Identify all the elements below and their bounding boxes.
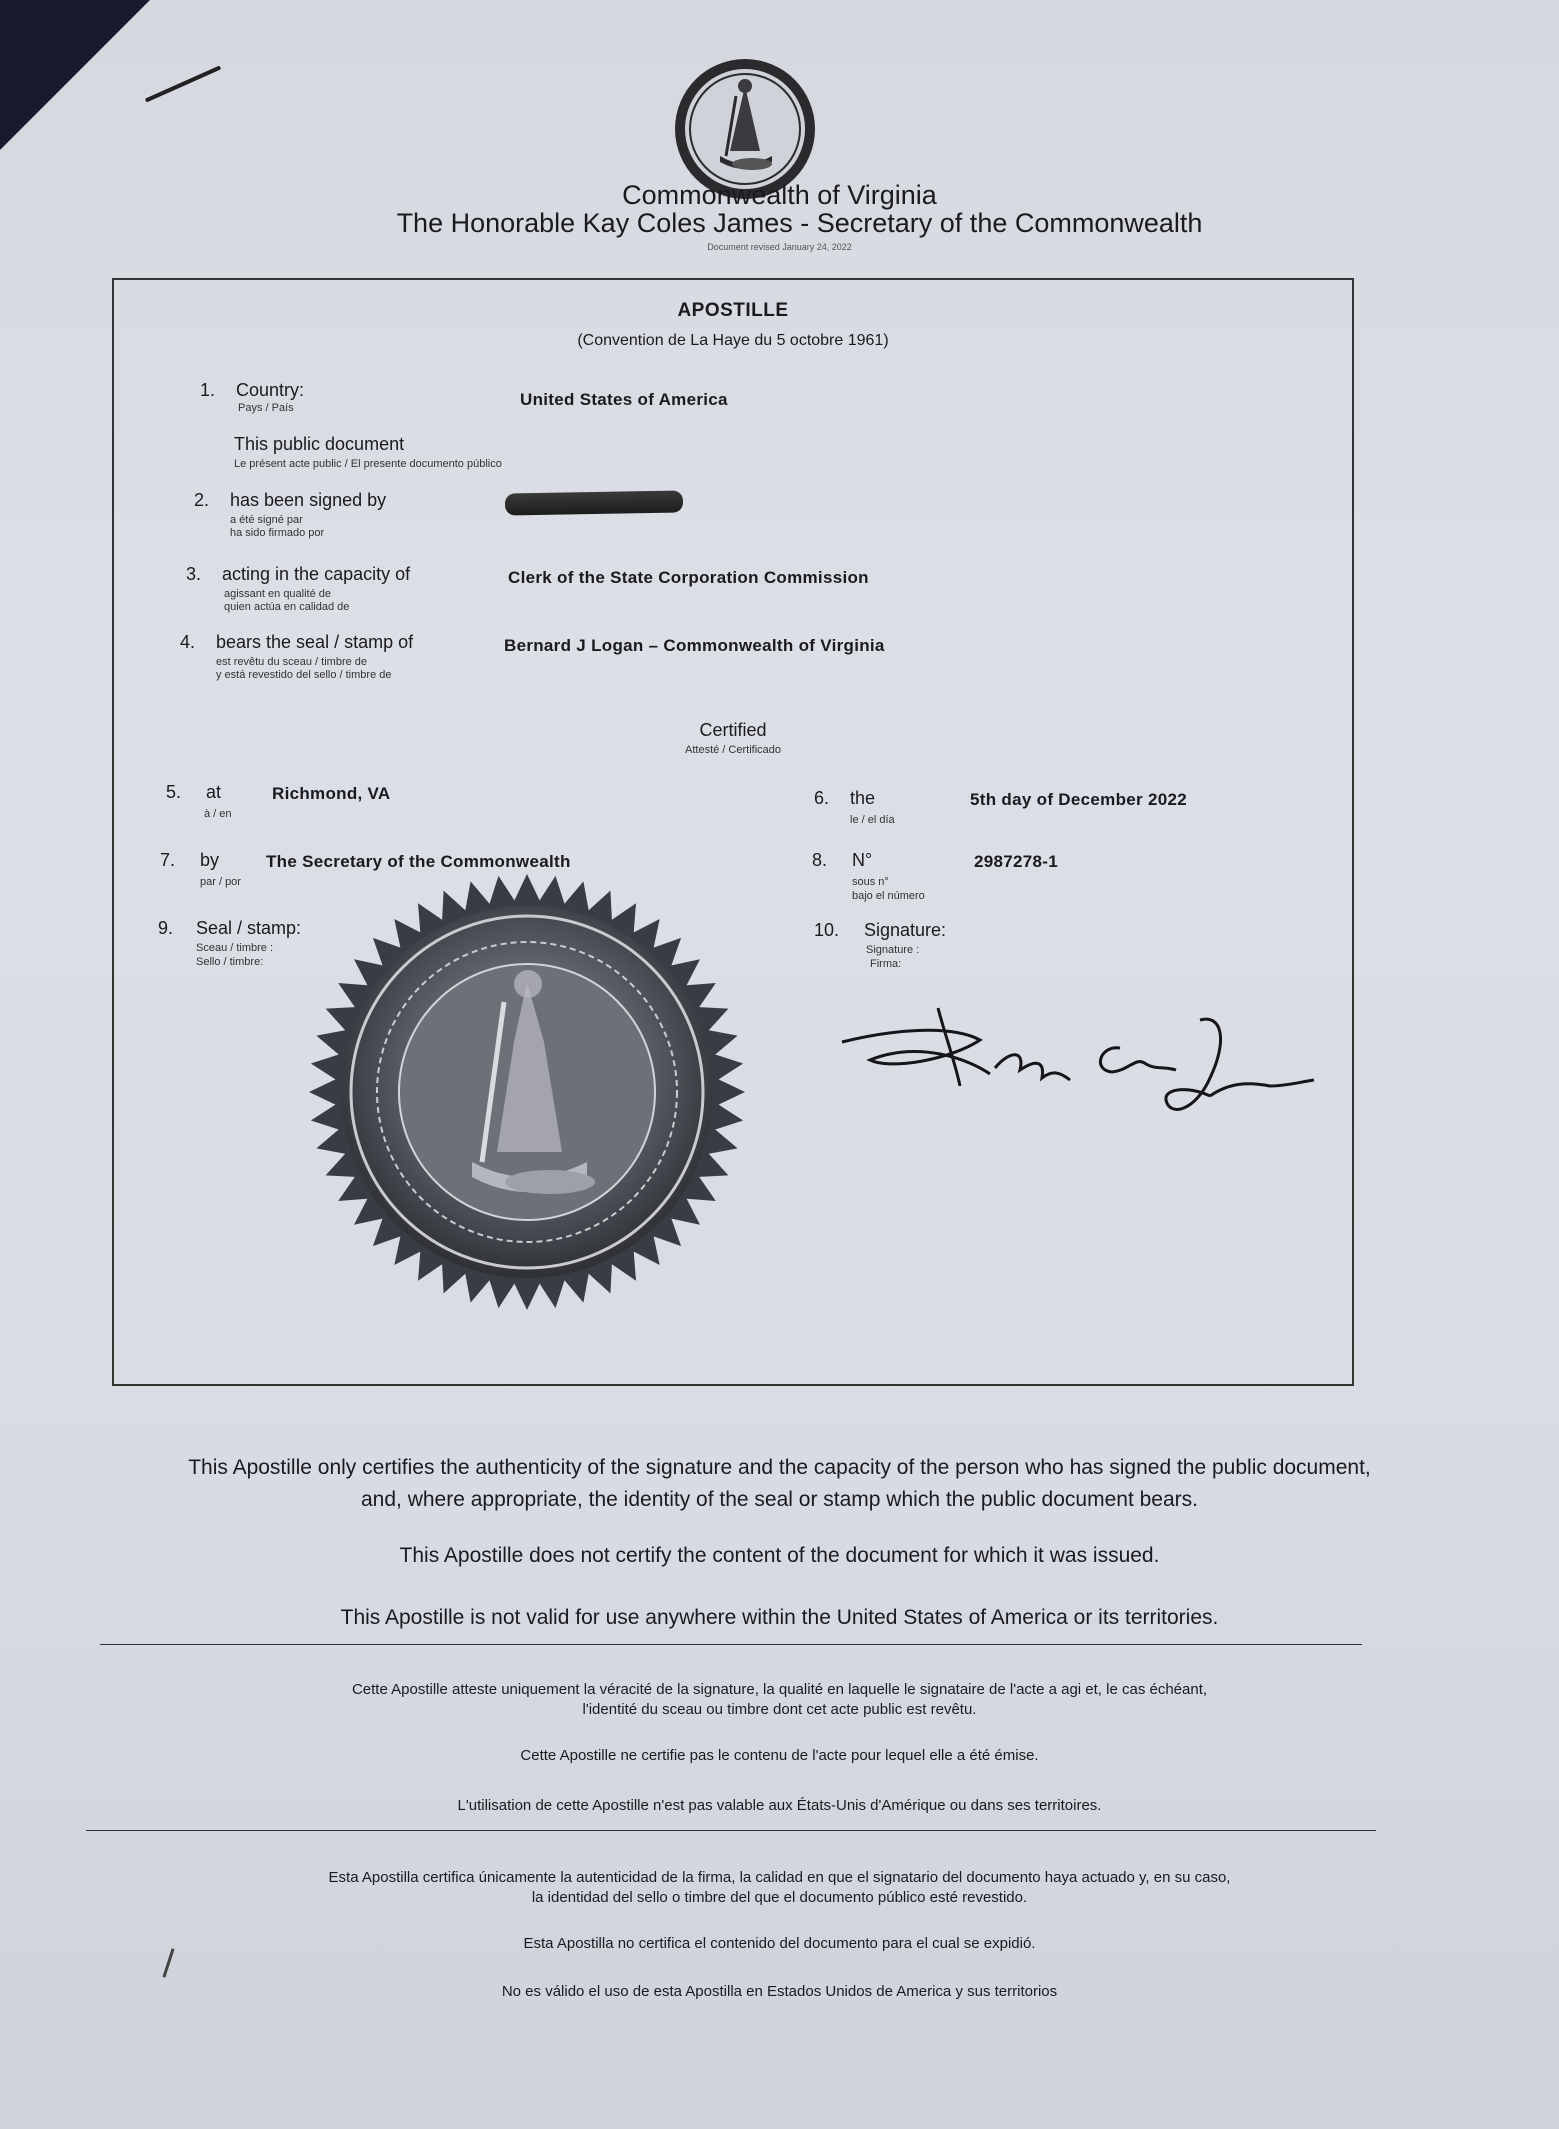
seal-stamp-trans-es: Sello / timbre:	[196, 956, 264, 968]
footer-fr-line-2: l'identité du sceau ou timbre dont cet acte public est revêtu.	[582, 1701, 977, 1718]
number-trans-es: bajo el número	[852, 890, 925, 902]
footer-en-line-3: This Apostille does not certify the content of the document for which it was issued.	[399, 1544, 1160, 1567]
country-label: Country:	[236, 380, 305, 400]
signed-by-trans-fr: a été signé par	[230, 514, 303, 526]
country-value: United States of America	[520, 390, 728, 409]
by-trans: par / por	[200, 876, 241, 888]
field-9-number: 9.	[158, 918, 174, 938]
number-label: N°	[852, 850, 873, 870]
at-label: at	[206, 782, 222, 802]
by-label: by	[200, 850, 220, 870]
seal-stamp-label: Seal / stamp:	[196, 918, 302, 938]
footer-fr-line-3: Cette Apostille ne certifie pas le contenu de l'acte pour lequel elle a été émise.	[520, 1747, 1039, 1764]
capacity-value: Clerk of the State Corporation Commission	[508, 568, 869, 587]
field-8-number: 8.	[812, 850, 828, 870]
seal-of-trans-fr: est revêtu du sceau / timbre de	[216, 656, 368, 668]
seal-of-label: bears the seal / stamp of	[216, 632, 414, 652]
redaction-mark	[505, 490, 683, 515]
header-revised: Document revised January 24, 2022	[707, 242, 852, 252]
field-4-number: 4.	[180, 632, 196, 652]
certified-trans: Attesté / Certificado	[685, 744, 781, 756]
country-trans: Pays / País	[238, 402, 294, 414]
signature-trans-fr: Signature :	[866, 944, 920, 956]
convention-line: (Convention de La Haye du 5 octobre 1961)	[577, 332, 889, 349]
divider-en-fr	[100, 1644, 1362, 1645]
at-trans: à / en	[204, 808, 232, 820]
by-value: The Secretary of the Commonwealth	[266, 852, 571, 871]
capacity-trans-es: quien actúa en calidad de	[224, 601, 350, 613]
signed-by-trans-es: ha sido firmado por	[230, 527, 325, 539]
field-10-number: 10.	[814, 920, 840, 940]
embossed-seal-icon	[292, 872, 762, 1312]
the-label: the	[850, 788, 876, 808]
header-title: Commonwealth of Virginia	[622, 180, 937, 210]
footer-fr-line-4: L'utilisation de cette Apostille n'est pas valable aux États-Unis d'Amérique ou dans ses territoires.	[457, 1797, 1102, 1814]
pen-mark	[145, 65, 222, 102]
seal-of-trans-es: y está revestido del sello / timbre de	[216, 669, 392, 681]
number-trans-fr: sous n°	[852, 876, 889, 888]
field-2-number: 2.	[194, 490, 210, 510]
signature-trans-es: Firma:	[870, 958, 902, 970]
the-trans: le / el día	[850, 814, 895, 826]
scan-corner-shadow	[0, 0, 150, 150]
public-document-trans: Le présent acte public / El presente documento público	[234, 458, 502, 470]
seal-stamp-trans-fr: Sceau / timbre :	[196, 942, 274, 954]
field-5-number: 5.	[166, 782, 182, 802]
handwritten-signature	[830, 990, 1320, 1130]
footer-es-line-4: No es válido el uso de esta Apostilla en Estados Unidos de America y sus territorios	[501, 1983, 1058, 2000]
number-value: 2987278-1	[974, 852, 1058, 871]
capacity-label: acting in the capacity of	[222, 564, 411, 584]
footer-es-line-1: Esta Apostilla certifica únicamente la autenticidad de la firma, la calidad en que el signatario del documento haya actuado y, en su caso,	[328, 1869, 1231, 1886]
footer-en-line-2: and, where appropriate, the identity of the seal or stamp which the public document bears.	[361, 1488, 1198, 1511]
signed-by-label: has been signed by	[230, 490, 387, 510]
footer-fr-line-1: Cette Apostille atteste uniquement la véracité de la signature, la qualité en laquelle le signataire de l'acte a agi et, le cas échéant,	[351, 1681, 1208, 1698]
signature-label: Signature:	[864, 920, 947, 940]
seal-of-value: Bernard J Logan – Commonwealth of Virginia	[504, 636, 885, 655]
field-3-number: 3.	[186, 564, 202, 584]
public-document-label: This public document	[234, 434, 405, 454]
footer-en-line-1: This Apostille only certifies the authenticity of the signature and the capacity of the person who has signed the public document,	[188, 1456, 1371, 1479]
field-1-number: 1.	[200, 380, 216, 400]
field-6-number: 6.	[814, 788, 830, 808]
apostille-title: APOSTILLE	[677, 300, 789, 321]
capacity-trans-fr: agissant en qualité de	[224, 588, 332, 600]
field-7-number: 7.	[160, 850, 176, 870]
header-subtitle: The Honorable Kay Coles James - Secretary of the Commonwealth	[396, 208, 1203, 238]
divider-fr-es	[86, 1830, 1376, 1831]
certified-label: Certified	[699, 720, 767, 740]
footer-en-line-4: This Apostille is not valid for use anywhere within the United States of America or its territories.	[340, 1606, 1219, 1629]
at-value: Richmond, VA	[272, 784, 391, 803]
the-value: 5th day of December 2022	[970, 790, 1187, 809]
footer-es-line-2: la identidad del sello o timbre del que el documento público esté revestido.	[531, 1889, 1028, 1906]
footer-es-line-3: Esta Apostilla no certifica el contenido del documento para el cual se expidió.	[523, 1935, 1036, 1952]
